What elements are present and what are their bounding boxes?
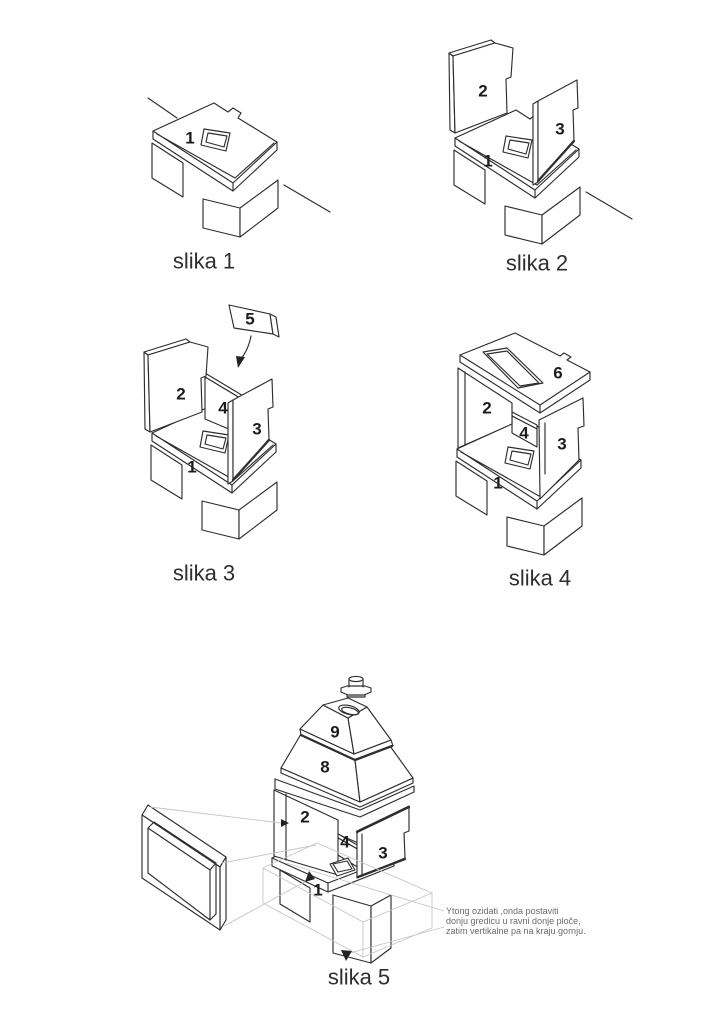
chimney-stub-flange	[341, 686, 371, 695]
door-frame-side	[220, 857, 226, 930]
part-label-4: 4	[218, 398, 228, 418]
part-label-2: 2	[176, 384, 186, 404]
caption-slika-4: slika 4	[508, 565, 572, 591]
part-label-3: 3	[555, 119, 565, 139]
part-label-1: 1	[187, 457, 197, 477]
figure-slika-1	[148, 98, 330, 274]
part-label-4: 4	[519, 423, 529, 443]
placement-arrow	[241, 336, 251, 359]
part-label-1: 1	[483, 151, 493, 171]
chimney-stub-top	[349, 676, 363, 681]
part-label-9: 9	[330, 722, 340, 742]
figure-slika-2	[449, 40, 632, 276]
figure-slika-5	[142, 676, 586, 989]
guide-line-upper	[148, 98, 177, 118]
part-label-5: 5	[245, 309, 255, 329]
guide-line-lower	[284, 185, 330, 212]
caption-slika-2: slika 2	[505, 250, 569, 276]
placement-arrowhead	[236, 356, 245, 368]
part-label-1: 1	[313, 880, 323, 900]
part-label-6: 6	[553, 363, 563, 383]
caption-slika-1: slika 1	[172, 248, 236, 274]
base-unit	[152, 103, 278, 237]
caption-slika-3: slika 3	[172, 560, 236, 586]
figure-slika-4	[456, 333, 590, 591]
part-label-1: 1	[493, 473, 503, 493]
part-label-3: 3	[252, 419, 262, 439]
part-label-8: 8	[320, 757, 330, 777]
annotation-line-1: Ytong ozidati ,onda postaviti	[446, 906, 559, 916]
part-label-2: 2	[300, 807, 310, 827]
part-label-2: 2	[478, 81, 488, 101]
part-label-3: 3	[557, 434, 567, 454]
part-label-1: 1	[185, 128, 195, 148]
annotation-line-3: zatim vertikalne pa na kraju gornju.	[446, 926, 586, 936]
annotation-line-2: donju gredicu u ravni donje ploče,	[446, 916, 581, 926]
part-label-3: 3	[378, 843, 388, 863]
part-label-4: 4	[340, 832, 350, 852]
figure-slika-3	[144, 305, 279, 586]
annotation-note	[446, 906, 586, 936]
caption-slika-5: slika 5	[327, 964, 391, 990]
part-label-2: 2	[482, 398, 492, 418]
guide-line-lower	[586, 192, 632, 219]
